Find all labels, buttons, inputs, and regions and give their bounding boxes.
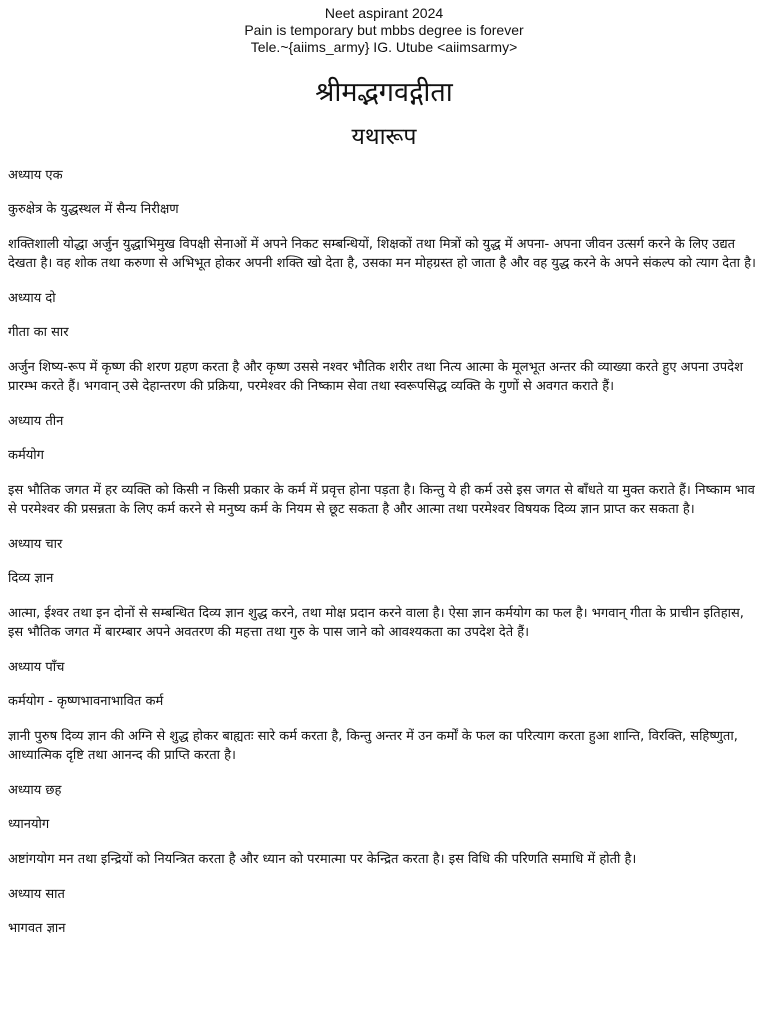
chapter-summary: आत्मा, ईश्वर तथा इन दोनों से सम्बन्धित दिव्य ज्ञान शुद्ध करने, तथा मोक्ष प्रदान करने वाला है। ऐसा ज्ञान कर्मयोग का फल है। भगवान् गीता के प्राचीन इतिहास, इस भौतिक जगत में बारम्बार अपने अवतरण की महत्ता तथा गुरु के पास जाने को आवश्यकता का उपदेश देते हैं। xyxy=(8,606,744,640)
chapter-2 xyxy=(8,290,760,396)
header-line-aspirant: Neet aspirant 2024 xyxy=(324,5,444,21)
document-title: श्रीमद्भगवद्गीता xyxy=(315,77,453,108)
chapter-label: अध्याय छह xyxy=(8,783,62,798)
chapter-heading: दिव्य ज्ञान xyxy=(8,571,54,586)
chapter-heading: कर्मयोग xyxy=(8,448,44,463)
chapter-heading: गीता का सार xyxy=(8,325,69,340)
document-body xyxy=(0,167,768,937)
page-header xyxy=(0,0,768,56)
header-line-motto: Pain is temporary but mbbs degree is forever xyxy=(244,22,524,38)
chapter-summary: ज्ञानी पुरुष दिव्य ज्ञान की अग्नि से शुद्ध होकर बाह्यतः सारे कर्म करता है, किन्तु अन्तर में उन कर्मों के फल का परित्याग करता हुआ शान्ति, विरक्ति, सहिष्णुता, आध्यात्मिक दृष्टि तथा आनन्द की प्राप्ति करता है। xyxy=(8,729,738,763)
chapter-7 xyxy=(8,886,760,937)
chapter-6 xyxy=(8,782,760,869)
chapter-summary: इस भौतिक जगत में हर व्यक्ति को किसी न किसी प्रकार के कर्म में प्रवृत्त होना पड़ता है। किन्तु ये ही कर्म उसे इस जगत से बाँधते या मुक्त कराते हैं। निष्काम भाव से परमेश्वर की प्रसन्नता के लिए कर्म करने से मनुष्य कर्म के नियम से छूट सकता है और आत्मा तथा परमेश्वर विषयक दिव्य ज्ञान प्राप्त कर सकता है। xyxy=(8,483,755,517)
chapter-1 xyxy=(8,167,760,273)
chapter-3 xyxy=(8,413,760,519)
header-line-contact: Tele.~{aiims_army} IG. Utube <aiimsarmy> xyxy=(250,39,518,55)
chapter-label: अध्याय तीन xyxy=(8,414,64,429)
chapter-4 xyxy=(8,536,760,642)
chapter-heading: कुरुक्षेत्र के युद्धस्थल में सैन्य निरीक्षण xyxy=(8,202,179,217)
chapter-summary: अर्जुन शिष्य-रूप में कृष्ण की शरण ग्रहण करता है और कृष्ण उससे नश्वर भौतिक शरीर तथा नित्य आत्मा के मूलभूत अन्तर की व्याख्या करते हुए अपना उपदेश प्रारम्भ करते हैं। भगवान् उसे देहान्तरण की प्रक्रिया, परमेश्वर की निष्काम सेवा तथा स्वरूपसिद्ध व्यक्ति के गुणों से अवगत कराते हैं। xyxy=(8,360,743,394)
chapter-heading: कर्मयोग - कृष्णभावनाभावित कर्म xyxy=(8,694,164,709)
document-subtitle: यथारूप xyxy=(351,124,417,150)
chapter-label: अध्याय दो xyxy=(8,291,56,306)
chapter-5 xyxy=(8,659,760,765)
chapter-label: अध्याय चार xyxy=(8,537,63,552)
chapter-summary: अष्टांगयोग मन तथा इन्द्रियों को नियन्त्रित करता है और ध्यान को परमात्मा पर केन्द्रित करता है। इस विधि की परिणति समाधि में होती है। xyxy=(8,852,637,867)
chapter-label: अध्याय पाँच xyxy=(8,660,65,675)
chapter-heading: भागवत ज्ञान xyxy=(8,921,66,936)
chapter-label: अध्याय सात xyxy=(8,887,65,902)
chapter-heading: ध्यानयोग xyxy=(8,817,50,832)
chapter-label: अध्याय एक xyxy=(8,168,63,183)
chapter-summary: शक्तिशाली योद्धा अर्जुन युद्धाभिमुख विपक्षी सेनाओं में अपने निकट सम्बन्धियों, शिक्षकों तथा मित्रों को युद्ध में अपना- अपना जीवन उत्सर्ग करने के लिए उद्यत देखता है। वह शोक तथा करुणा से अभिभूत होकर अपनी शक्ति खो देता है, उसका मन मोहग्रस्त हो जाता है और वह युद्ध करने के अपने संकल्प को त्याग देता है। xyxy=(8,237,756,271)
